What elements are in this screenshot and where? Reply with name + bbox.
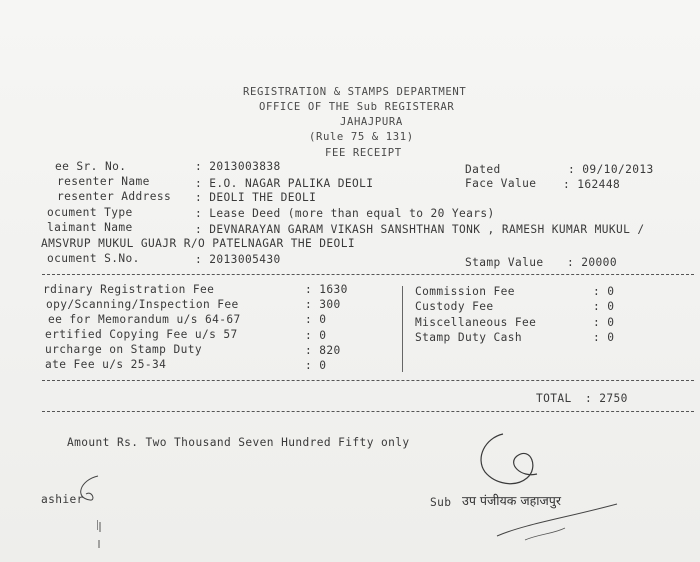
fee-value-ordinary: : 1630 — [305, 283, 348, 296]
dated-label: Dated — [465, 163, 501, 176]
scan-mark — [97, 520, 98, 530]
column-divider — [402, 286, 403, 372]
claimant-continued: AMSVRUP MUKUL GUAJR R/O PATELNAGAR THE DEOLI — [41, 237, 355, 250]
office-place: JAHAJPURA — [340, 116, 403, 128]
presenter-address-value: : DEOLI THE DEOLI — [195, 191, 317, 204]
cashier-signature — [72, 470, 106, 550]
fee-value-copy: : 300 — [305, 298, 341, 311]
fee-value-memorandum: : 0 — [305, 313, 327, 326]
cashier-label: ashier — [41, 493, 84, 506]
dated-value: : 09/10/2013 — [568, 163, 654, 176]
fee-label-miscellaneous: Miscellaneous Fee — [415, 316, 537, 329]
total-value: : 2750 — [585, 392, 628, 405]
fee-label-commission: Commission Fee — [415, 285, 515, 298]
office-title: OFFICE OF THE Sub REGISTERAR — [259, 101, 455, 113]
fee-label-ordinary: rdinary Registration Fee — [43, 283, 215, 296]
separator-top — [42, 274, 694, 275]
document-sno-value: : 2013005430 — [195, 253, 281, 266]
sub-label: Sub — [430, 496, 452, 509]
fee-value-surcharge: : 820 — [305, 344, 341, 357]
presenter-name-label: resenter Name — [57, 175, 150, 188]
total-label: TOTAL — [536, 392, 572, 405]
receipt-title: FEE RECEIPT — [325, 147, 402, 159]
document-sno-label: ocument S.No. — [47, 252, 140, 265]
registrar-signature — [465, 428, 575, 498]
fee-label-memorandum: ee for Memorandum u/s 64-67 — [48, 313, 241, 326]
fee-label-stamp-duty-cash: Stamp Duty Cash — [415, 331, 523, 344]
stamp-value-value: : 20000 — [567, 256, 617, 269]
fee-value-custody: : 0 — [593, 300, 615, 313]
presenter-address-label: resenter Address — [57, 190, 172, 203]
fee-label-late: ate Fee u/s 25-34 — [45, 358, 167, 371]
fee-label-surcharge: urcharge on Stamp Duty — [45, 343, 202, 356]
rule-reference: (Rule 75 & 131) — [309, 131, 414, 143]
fee-label-custody: Custody Fee — [415, 300, 494, 313]
fee-sr-label: ee Sr. No. — [55, 160, 127, 173]
stamp-value-label: Stamp Value — [465, 256, 544, 269]
fee-value-late: : 0 — [305, 359, 327, 372]
presenter-name-value: : E.O. NAGAR PALIKA DEOLI — [195, 177, 374, 190]
face-value-value: : 162448 — [563, 178, 621, 191]
sub-registrar-stamp: उप पंजीयक जहाजपुर — [462, 493, 561, 508]
document-type-label: ocument Type — [47, 206, 133, 219]
stamp-scrawl — [495, 500, 635, 546]
amount-in-words: Amount Rs. Two Thousand Seven Hundred Fifty only — [67, 436, 410, 449]
fee-value-certified: : 0 — [305, 329, 327, 342]
fee-label-certified: ertified Copying Fee u/s 57 — [45, 328, 238, 341]
department-title: REGISTRATION & STAMPS DEPARTMENT — [243, 86, 467, 98]
fee-value-miscellaneous: : 0 — [593, 316, 615, 329]
face-value-label: Face Value — [465, 177, 537, 190]
claimant-label: laimant Name — [47, 221, 133, 234]
separator-middle — [42, 380, 694, 381]
separator-bottom — [42, 411, 694, 412]
fee-label-copy: opy/Scanning/Inspection Fee — [46, 298, 239, 311]
claimant-value: : DEVNARAYAN GARAM VIKASH SANSHTHAN TONK , RAMESH KUMAR MUKUL / — [195, 223, 645, 236]
document-type-value: : Lease Deed (more than equal to 20 Years) — [195, 207, 495, 220]
fee-value-stamp-duty-cash: : 0 — [593, 331, 615, 344]
fee-value-commission: : 0 — [593, 285, 615, 298]
fee-sr-value: : 2013003838 — [195, 160, 281, 173]
